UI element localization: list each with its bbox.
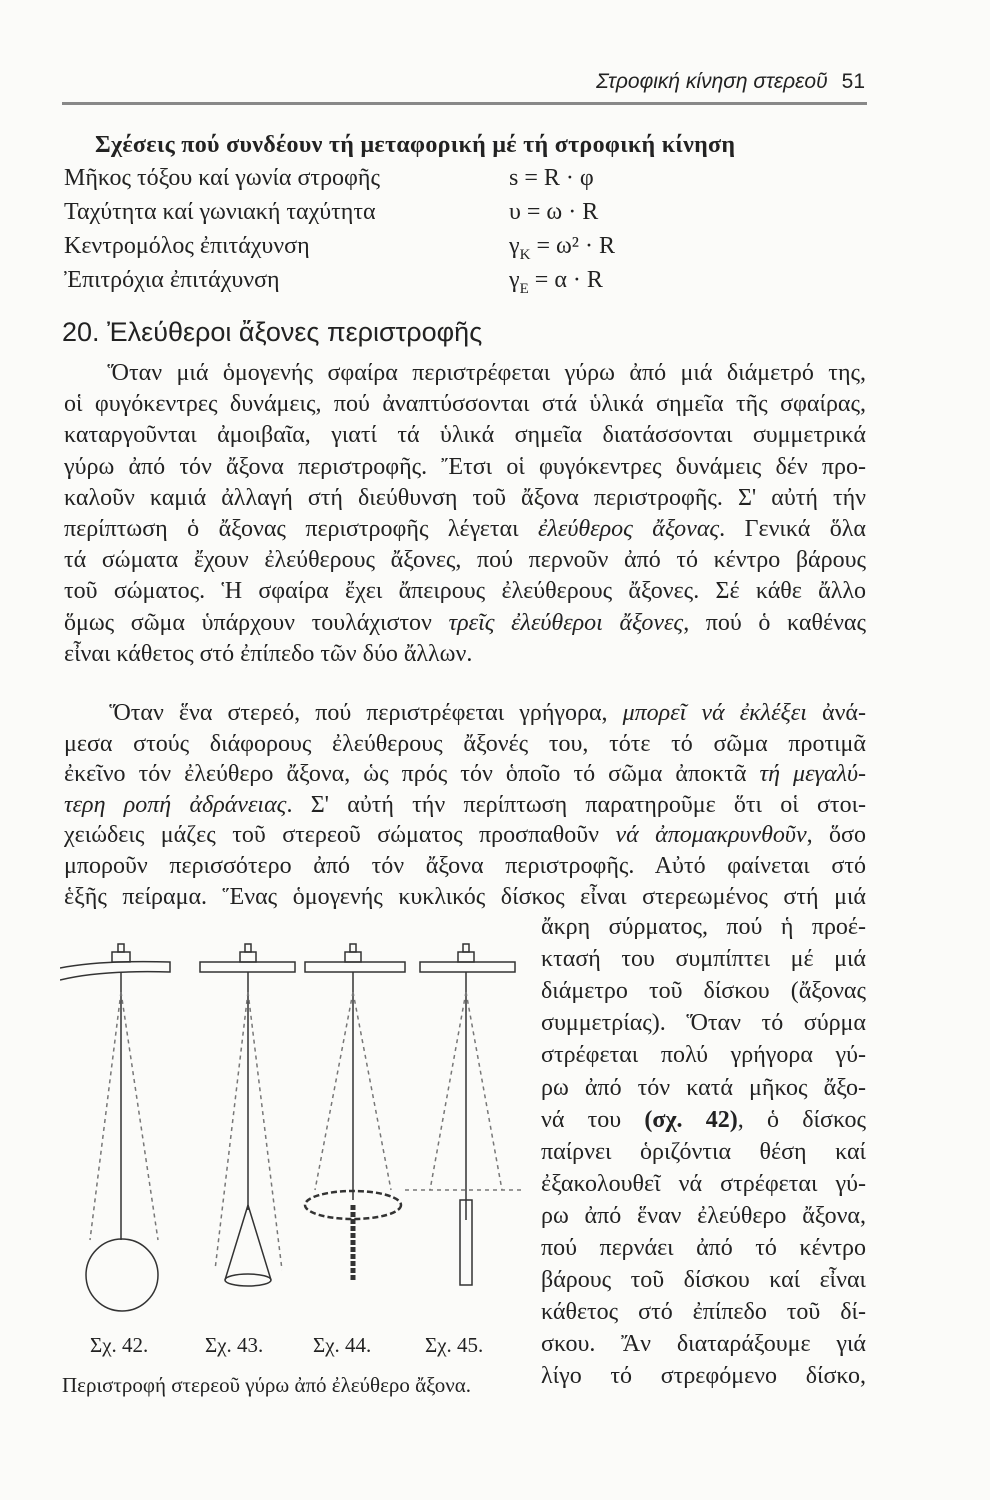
support-fig43 <box>200 944 295 992</box>
figure-label-45: Σχ. 45. <box>425 1333 484 1357</box>
running-header <box>596 70 865 94</box>
text-segment: , πού ὁ καθένας <box>683 609 866 636</box>
text-segment: τερη ροπή ἀδράνειας <box>64 791 287 818</box>
text-segment: καταργοῦνται ἀμοιβαῖα, γιατί τά ὑλικά σημεῖα διατάσσονται συμμετρικά <box>64 422 866 449</box>
text-segment: κάθετος στό ἐπίπεδο τοῦ δί- <box>541 1299 866 1326</box>
text-line <box>64 516 866 543</box>
figure-label-43: Σχ. 43. <box>205 1333 264 1357</box>
text-line <box>64 641 866 668</box>
text-line <box>64 485 866 512</box>
text-segment: βάρους τοῦ δίσκου καί εἶναι <box>541 1267 866 1294</box>
relation-formula <box>509 233 615 264</box>
text-segment: λίγο τό στρεφόμενο δίσκο, <box>541 1363 866 1390</box>
relation-label: Ἐπιτρόχια ἐπιτάχυνση <box>64 267 280 293</box>
formula-rhs: = ω · R <box>526 199 599 225</box>
header-rule <box>62 102 867 105</box>
text-segment: Ὅταν μιά ὁμογενής σφαίρα περιστρέφεται γύρω ἀπό μιά διάμετρό της, <box>64 360 866 386</box>
text-line <box>541 978 866 1005</box>
text-line <box>541 1042 866 1069</box>
formula-rhs: = ω² · R <box>536 233 615 259</box>
text-segment: περίπτωση ὁ ἄξονας περιστροφῆς λέγεται <box>64 516 539 542</box>
formula-rhs: = α · R <box>534 267 603 293</box>
formula-lhs: γ <box>509 267 520 293</box>
text-line <box>64 731 866 758</box>
text-line <box>541 914 866 941</box>
text-line <box>64 547 866 574</box>
relations-title: Σχέσεις πού συνδέουν τή μεταφορική μέ τή στροφική κίνηση <box>95 132 736 158</box>
text-segment: ἀνά- <box>806 700 866 726</box>
text-line <box>541 1010 866 1037</box>
text-line <box>64 700 866 727</box>
text-segment: διάμετρο τοῦ δίσκου (ἄξονας <box>541 978 866 1005</box>
text-line <box>541 1363 866 1390</box>
text-segment: οἱ φυγόκεντρες δυνάμεις, πού ἀναπτύσσονται στά ὑλικά σημεῖα τῆς σφαίρας, <box>64 391 866 418</box>
figure-rotating-bodies <box>60 940 540 1330</box>
figure-caption: Περιστροφή στερεοῦ γύρω ἀπό ἐλεύθερο ἄξονα. <box>62 1373 471 1397</box>
text-segment: σκου. Ἄν διαταράξουμε γιά <box>541 1331 866 1358</box>
text-segment: μποροῦν περισσότερο ἀπό τόν ἄξονα περιστροφῆς. Αὐτό φαίνεται στό <box>64 853 866 879</box>
text-line <box>541 1267 866 1294</box>
relation-formula <box>509 199 598 230</box>
text-segment: ἑξῆς πείραμα. Ἕνας ὁμογενής κυκλικός δίσκος εἶναι στερεωμένος στή μιά <box>64 883 866 910</box>
text-segment: κτασή του συμπίπτει μέ μιά <box>541 946 866 973</box>
text-line <box>64 761 866 788</box>
formula-rhs: = R · φ <box>524 165 594 191</box>
text-segment: τοῦ σώματος. Ἡ σφαίρα ἔχει ἄπειρους ἐλεύθερους ἄξονες. Σέ κάθε ἄλλο <box>64 578 866 605</box>
text-line <box>541 946 866 973</box>
sphere-shape <box>86 1239 158 1311</box>
text-line <box>64 391 866 418</box>
text-line <box>64 454 866 481</box>
formula-lhs: υ <box>509 199 521 225</box>
figure-label-44: Σχ. 44. <box>313 1333 372 1357</box>
text-segment: παίρνει ὁριζόντια θέση καί <box>541 1138 866 1165</box>
text-line <box>64 578 866 605</box>
relation-label: Μῆκος τόξου καί γωνία στροφῆς <box>64 165 380 191</box>
text-segment: . Γενικά ὅλα <box>719 516 866 542</box>
running-title: Στροφική κίνηση στερεοῦ <box>596 70 828 93</box>
text-segment: , ὁ δίσκος <box>737 1106 867 1133</box>
relation-formula <box>509 165 594 196</box>
text-segment: Ὅταν ἕνα στερεό, πού περιστρέφεται γρήγορα, <box>64 700 623 726</box>
text-segment: συμμετρίας). Ὅταν τό σύρμα <box>541 1010 866 1037</box>
formula-lhs: s <box>509 165 519 191</box>
formula-lhs: γ <box>509 233 520 259</box>
text-line <box>541 1107 866 1134</box>
text-line <box>64 853 866 880</box>
cone-shape <box>225 1205 271 1280</box>
text-line <box>541 1299 866 1326</box>
text-segment: πού περνάει ἀπό τό κέντρο <box>541 1235 866 1261</box>
text-line <box>64 360 866 387</box>
text-segment: καλοῦν καμιά ἀλλαγή στή διεύθυνση τοῦ ἄξονα περιστροφῆς. Σ' αὐτή τήν <box>64 484 866 511</box>
text-segment: ἄκρη σύρματος, πού ἡ προέ- <box>541 914 866 940</box>
text-segment: ρω ἀπό ἕναν ἐλεύθερο ἄξονα, <box>541 1202 866 1229</box>
text-segment: ἐκεῖνο τόν ἐλεύθερο ἄξονα, ὡς πρός τόν ὁποῖο τό σῶμα ἀποκτᾶ <box>64 761 760 788</box>
text-segment: εἶναι κάθετος στό ἐπίπεδο τῶν δύο ἄλλων. <box>64 640 473 667</box>
text-line <box>64 610 866 637</box>
formula-subscript: K <box>519 246 531 263</box>
text-line <box>64 884 866 911</box>
text-line <box>64 822 866 849</box>
text-segment: . Σ' αὐτή τήν περίπτωση παρατηροῦμε ὅτι οἱ στοι- <box>286 791 867 818</box>
text-line <box>541 1235 866 1262</box>
text-segment: μπορεῖ νά ἐκλέξει <box>622 700 807 726</box>
section-heading: 20. Ἐλεύθεροι ἄξονες περιστροφῆς <box>62 317 483 347</box>
text-segment: τή μεγαλύ- <box>759 761 866 788</box>
support-fig45 <box>420 944 515 992</box>
text-segment: χειώδεις μάζες τοῦ στερεοῦ σώματος προσπαθοῦν <box>64 822 616 849</box>
text-segment: στρέφεται πολύ γρήγορα γύ- <box>541 1042 866 1069</box>
text-segment: νά ἀπομακρυνθοῦν <box>615 822 807 849</box>
text-line <box>64 792 866 819</box>
text-line <box>541 1203 866 1230</box>
relation-label: Ταχύτητα καί γωνιακή ταχύτητα <box>64 199 376 225</box>
text-segment: τρεῖς ἐλεύθεροι ἄξονες <box>448 609 684 636</box>
text-line <box>64 422 866 449</box>
support-fig42 <box>60 944 170 992</box>
figure-label-42: Σχ. 42. <box>90 1333 149 1357</box>
text-segment: μεσα στούς διάφορους ἐλεύθερους ἄξονές του, τότε τό σῶμα προτιμᾶ <box>64 730 866 757</box>
text-segment: νά του <box>541 1106 645 1133</box>
text-segment: , ὅσο <box>806 822 866 849</box>
relation-label: Κεντρομόλος ἐπιτάχυνση <box>64 233 310 259</box>
support-fig44 <box>305 944 405 992</box>
text-segment: ρω ἀπό τόν κατά μῆκος ἄξο- <box>541 1074 866 1101</box>
text-line <box>541 1139 866 1166</box>
text-line <box>541 1075 866 1102</box>
page-number: 51 <box>841 70 865 93</box>
formula-subscript: E <box>519 280 529 297</box>
text-segment: ἐξακολουθεῖ νά στρέφεται γύ- <box>541 1170 866 1197</box>
text-segment: ὅμως σῶμα ὑπάρχουν τουλάχιστον <box>64 609 449 636</box>
text-segment: τά σώματα ἔχουν ἐλεύθερους ἄξονες, πού περνοῦν ἀπό τό κέντρο βάρους <box>64 547 866 574</box>
figure-reference: (σχ. 42) <box>644 1106 738 1133</box>
relation-formula <box>509 267 603 298</box>
text-line <box>541 1171 866 1198</box>
text-line <box>541 1331 866 1358</box>
text-segment: ἐλεύθερος ἄξονας <box>538 516 720 542</box>
text-segment: γύρω ἀπό τόν ἄξονα περιστροφῆς. Ἔτσι οἱ φυγόκεντρες δυνάμεις δέν προ- <box>64 453 866 480</box>
